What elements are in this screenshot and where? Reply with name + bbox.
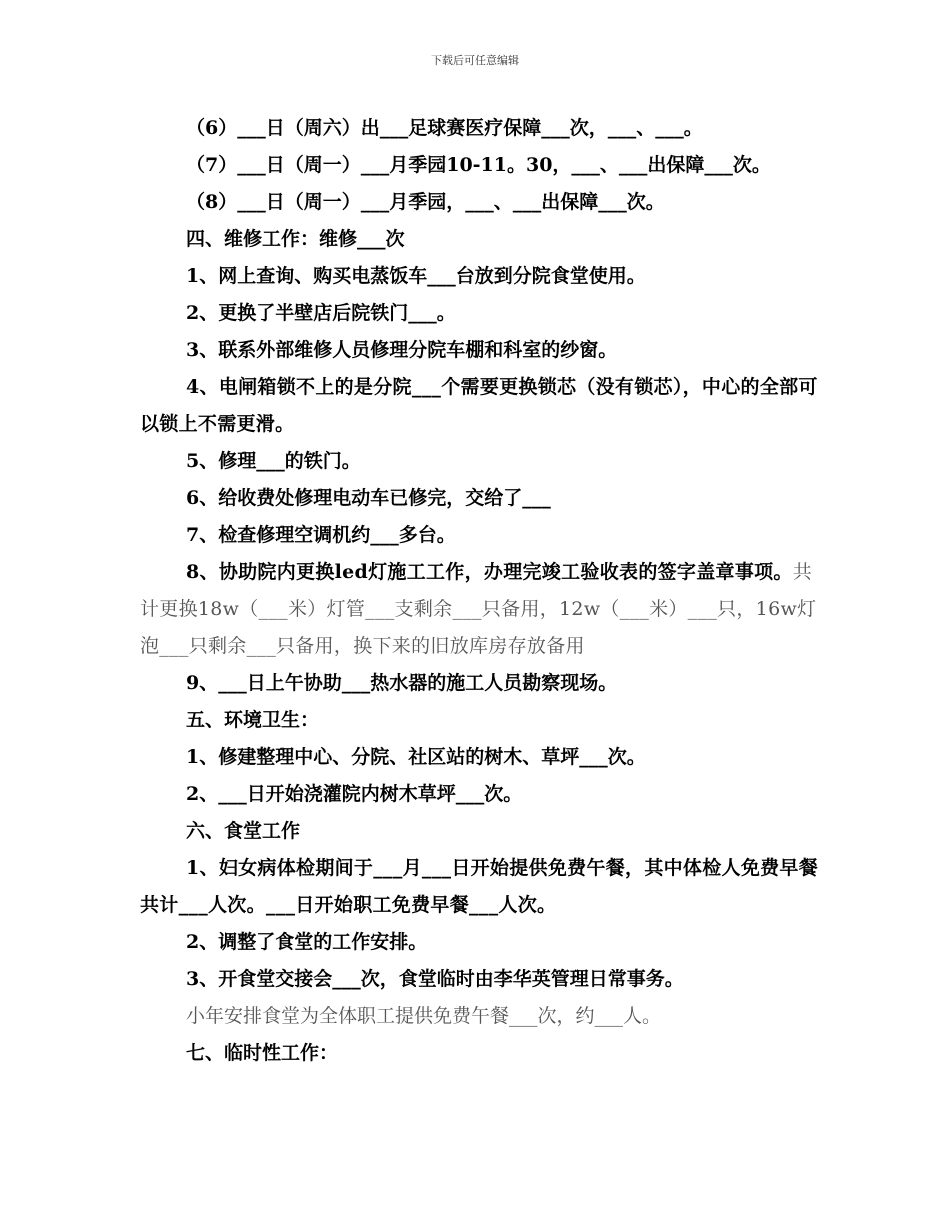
repair-item-8-detail: 共计更换18w（___米）灯管___支剩余___只备用，12w（___米）___只，16w灯泡___只剩余___只备用，换下来的旧放库房存放备用 [140,561,817,657]
repair-item-6: 6、给收费处修理电动车已修完，交给了___ [186,487,551,509]
environment-item-1: 1、修建整理中心、分院、社区站的树木、草坪___次。 [186,746,646,768]
repair-item-7: 7、检查修理空调机约___多台。 [186,524,456,546]
document-body [140,110,820,1072]
repair-item-9: 9、___日上午协助___热水器的施工人员勘察现场。 [186,672,618,694]
item-8-line: （8）___日（周一）___月季园，___、___出保障___次。 [186,191,665,213]
repair-item-4: 4、电闸箱锁不上的是分院___个需要更换锁芯（没有锁芯），中心的全部可以锁上不需更滑。 [140,376,818,435]
repair-item-8-main: 8、协助院内更换led灯施工工作，办理完竣工验收表的签字盖章事项。 [186,561,793,583]
environment-item-2: 2、___日开始浇灌院内树木草坪___次。 [186,783,523,805]
repair-item-8 [140,554,820,665]
repair-item-5: 5、修理___的铁门。 [186,450,361,472]
canteen-item-2: 2、调整了食堂的工作安排。 [186,931,428,953]
canteen-item-3: 3、开食堂交接会___次，食堂临时由李华英管理日常事务。 [186,968,684,990]
canteen-item-1: 1、妇女病体检期间于___月___日开始提供免费午餐，其中体检人免费早餐共计___人次。___日开始职工免费早餐___人次。 [140,857,819,916]
page-header: 下载后可任意编辑 [431,54,519,67]
repair-item-3: 3、联系外部维修人员修理分院车棚和科室的纱窗。 [186,339,618,361]
section-heading-temporary: 七、临时性工作： [186,1042,339,1064]
repair-item-1: 1、网上查询、购买电蒸饭车___台放到分院食堂使用。 [186,265,646,287]
section-heading-environment: 五、环境卫生： [186,709,320,731]
item-6-line: （6）___日（周六）出___足球赛医疗保障___次，___、___。 [186,117,703,139]
section-heading-repair: 四、维修工作：维修___次 [186,228,405,250]
item-7-line: （7）___日（周一）___月季园10-11。30，___、___出保障___次。 [186,154,771,176]
canteen-note: 小年安排食堂为全体职工提供免费午餐___次，约___人。 [186,1005,662,1027]
section-heading-canteen: 六、食堂工作 [186,820,301,842]
repair-item-2: 2、更换了半壁店后院铁门___。 [186,302,456,324]
